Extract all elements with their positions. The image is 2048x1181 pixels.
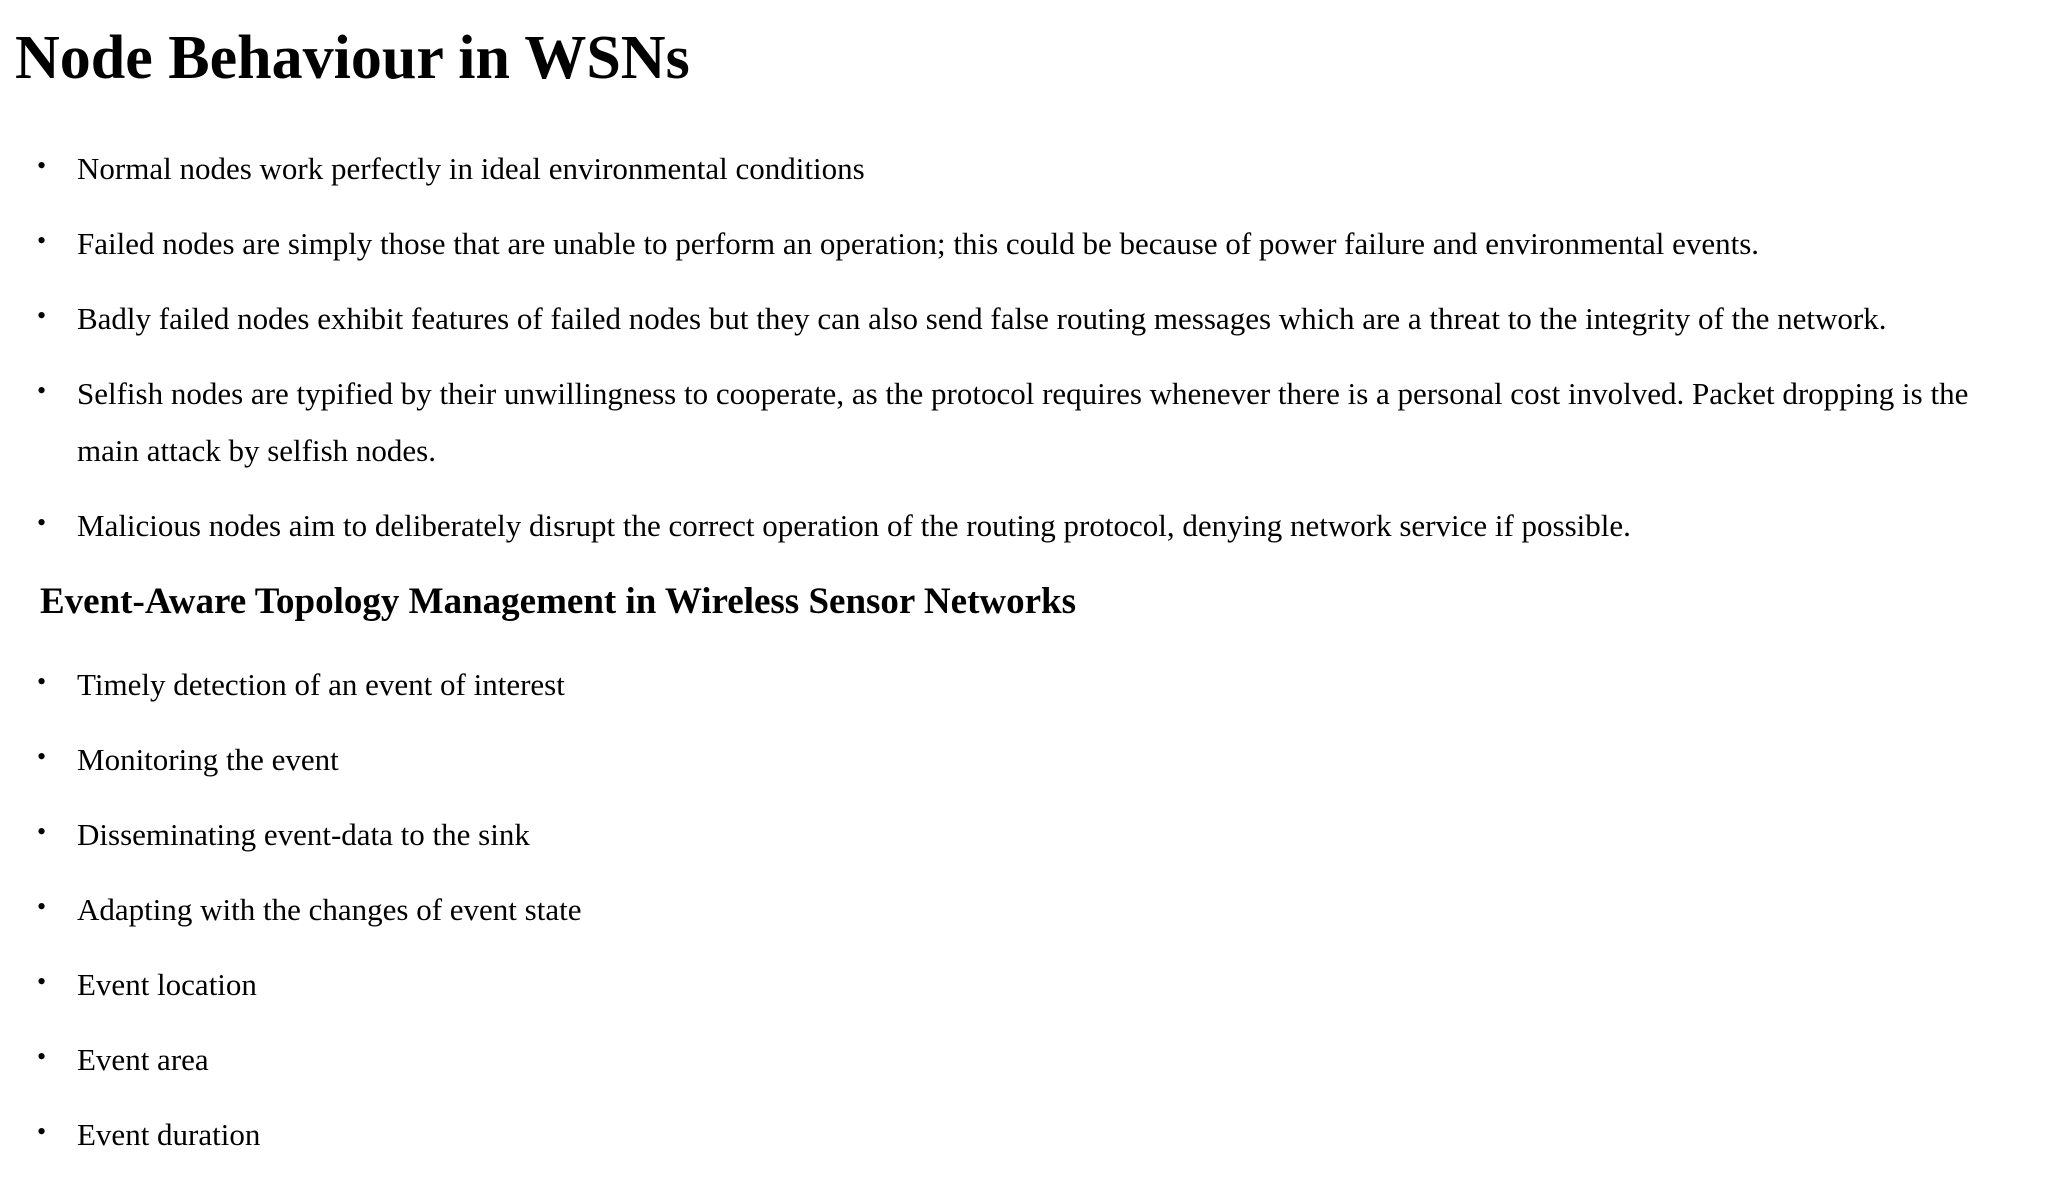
list-item — [0, 656, 2037, 713]
list-item — [0, 1106, 2037, 1163]
list-item — [0, 215, 2037, 272]
list-item — [0, 497, 2037, 554]
list-item-text: Event duration — [77, 1117, 261, 1152]
list-item — [0, 290, 2037, 347]
list-item-text: Adapting with the changes of event state — [77, 892, 582, 927]
list-item — [0, 731, 2037, 788]
bullet-icon: • — [37, 151, 47, 180]
bullet-icon: • — [37, 1042, 47, 1071]
section-heading: Event-Aware Topology Management in Wireless Sensor Networks — [40, 581, 1077, 622]
list-item-text: Disseminating event-data to the sink — [77, 817, 530, 852]
list-item-text: Normal nodes work perfectly in ideal environmental conditions — [77, 151, 865, 186]
bullet-icon: • — [37, 376, 47, 405]
list-item-text: Selfish nodes are typified by their unwillingness to cooperate, as the protocol requires whenever there is a personal cost involved. Packet dropping is the main attack by selfish nodes. — [77, 376, 1969, 468]
bullet-icon: • — [37, 892, 47, 921]
list-item — [0, 881, 2037, 938]
list-item — [0, 1031, 2037, 1088]
list-item-text: Event location — [77, 967, 257, 1002]
bullet-icon: • — [37, 742, 47, 771]
list-item-text: Event area — [77, 1042, 209, 1077]
bullet-icon: • — [37, 301, 47, 330]
bullet-icon: • — [37, 667, 47, 696]
bullet-icon: • — [37, 508, 47, 537]
page-title: Node Behaviour in WSNs — [15, 24, 690, 92]
list-item-text: Badly failed nodes exhibit features of failed nodes but they can also send false routing messages which are a threat to the integrity of the network. — [77, 301, 1887, 336]
list-item — [0, 140, 2037, 197]
list-item — [0, 365, 2037, 479]
list-item — [0, 956, 2037, 1013]
event-aware-list — [0, 656, 2037, 1181]
bullet-icon: • — [37, 817, 47, 846]
list-item-text: Malicious nodes aim to deliberately disrupt the correct operation of the routing protocol, denying network service if possible. — [77, 508, 1631, 543]
node-behaviour-list — [0, 140, 2037, 572]
bullet-icon: • — [37, 967, 47, 996]
bullet-icon: • — [37, 1117, 47, 1146]
list-item — [0, 806, 2037, 863]
list-item-text: Monitoring the event — [77, 742, 339, 777]
list-item-text: Failed nodes are simply those that are unable to perform an operation; this could be because of power failure and environmental events. — [77, 226, 1760, 261]
list-item-text: Timely detection of an event of interest — [77, 667, 565, 702]
bullet-icon: • — [37, 226, 47, 255]
